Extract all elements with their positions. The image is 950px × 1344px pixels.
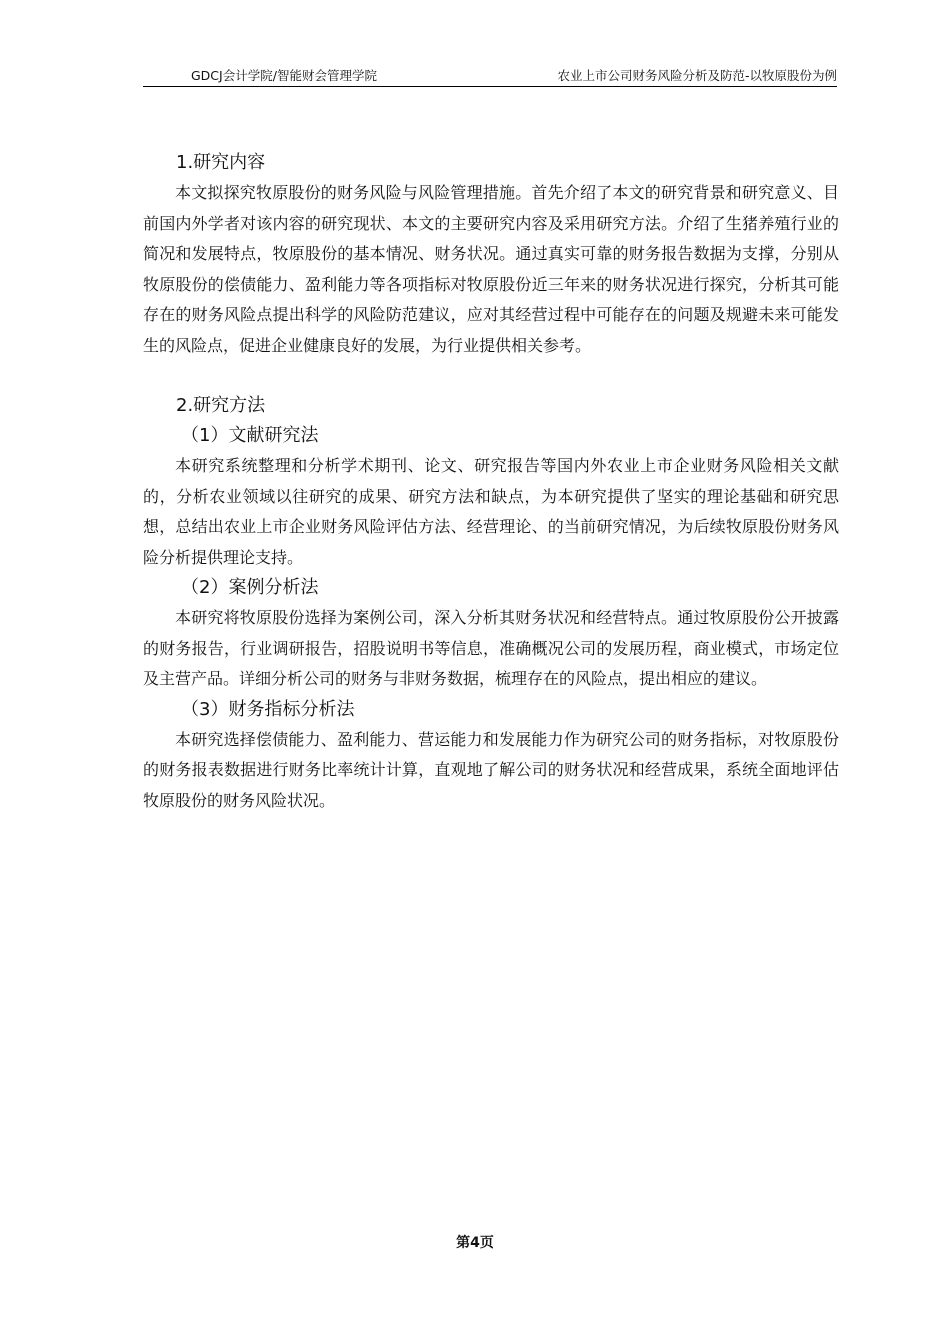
method-heading-case-study: （2）案例分析法 <box>181 577 319 598</box>
page-body <box>143 148 839 816</box>
method-paragraph-literature: 本研究系统整理和分析学术期刊、论文、研究报告等国内外农业上市企业财务风险相关文献的，分析农业领域以往研究的成果、研究方法和缺点，为本研究提供了坚实的理论基础和研究思想，总结出农业上市企业财务风险评估方法、经营理论、的当前研究情况，为后续牧原股份财务风险分析提供理论支持。 <box>143 456 839 567</box>
method-paragraph-case-study: 本研究将牧原股份选择为案例公司，深入分析其财务状况和经营特点。通过牧原股份公开披露的财务报告，行业调研报告，招股说明书等信息，准确概况公司的发展历程，商业模式，市场定位及主营产品。详细分析公司的财务与非财务数据，梳理存在的风险点，提出相应的建议。 <box>143 608 839 688</box>
header-thesis-title: 农业上市公司财务风险分析及防范-以牧原股份为例 <box>557 68 837 83</box>
header-institution: GDCJ会计学院/智能财会管理学院 <box>191 68 377 83</box>
section-heading-research-content: 1.研究内容 <box>176 152 266 173</box>
method-heading-financial-indicators: （3）财务指标分析法 <box>181 698 355 720</box>
research-content-paragraph: 本文拟探究牧原股份的财务风险与风险管理措施。首先介绍了本文的研究背景和研究意义、目前国内外学者对该内容的研究现状、本文的主要研究内容及采用研究方法。介绍了生猪养殖行业的简况和发展特点，牧原股份的基本情况、财务状况。通过真实可靠的财务报告数据为支撑，分别从牧原股份的偿债能力、盈利能力等各项指标对牧原股份近三年来的财务状况进行探究，分析其可能存在的财务风险点提出科学的风险防范建议，应对其经营过程中可能存在的问题及规避未来可能发生的风险点，促进企业健康良好的发展，为行业提供相关参考。 <box>143 183 839 355</box>
page-number: 第4页 <box>456 1235 494 1251</box>
method-heading-literature: （1）文献研究法 <box>181 425 319 446</box>
section-spacer <box>143 361 839 391</box>
page-header <box>143 66 837 87</box>
section-heading-research-methods: 2.研究方法 <box>176 395 266 416</box>
method-paragraph-financial-indicators: 本研究选择偿债能力、盈利能力、营运能力和发展能力作为研究公司的财务指标，对牧原股份的财务报表数据进行财务比率统计计算，直观地了解公司的财务状况和经营成果，系统全面地评估牧原股份的财务风险状况。 <box>143 729 839 810</box>
